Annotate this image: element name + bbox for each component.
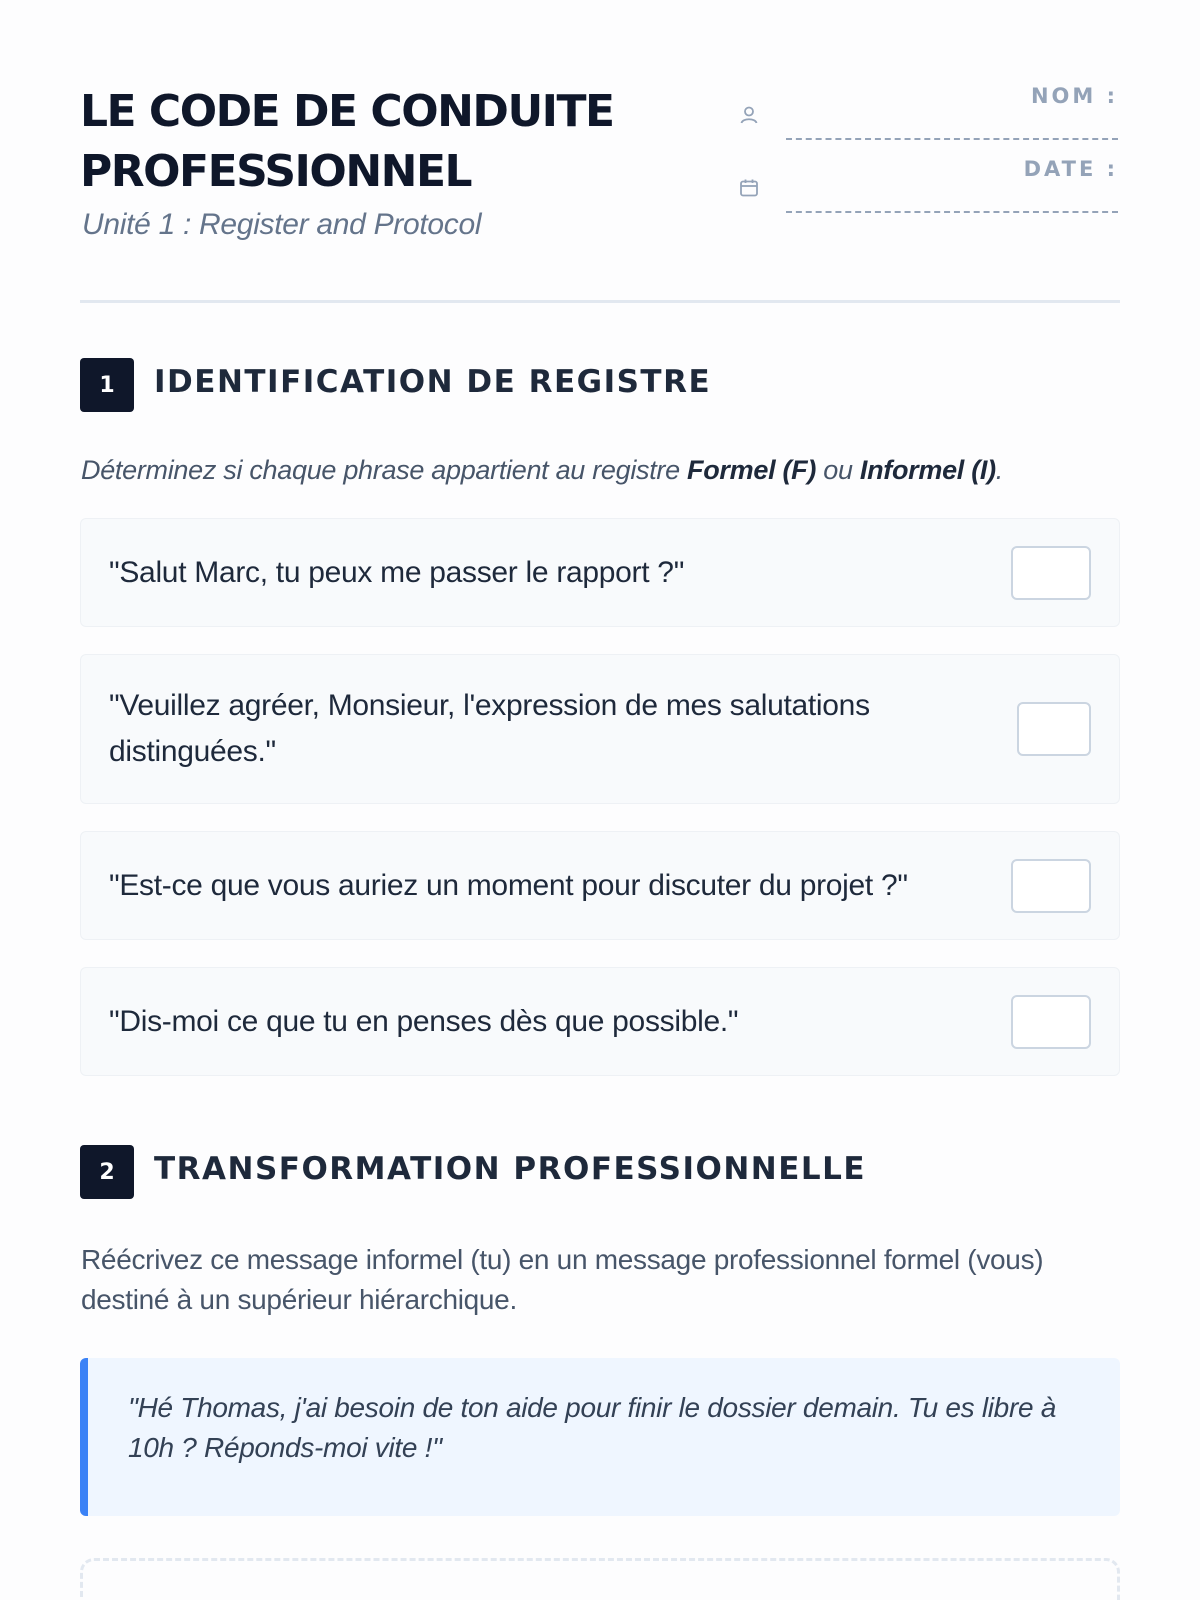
informal-message-quote [80, 1358, 1120, 1516]
register-answer-box[interactable] [1011, 546, 1091, 600]
date-line[interactable] [786, 211, 1118, 213]
register-answer-box[interactable] [1011, 859, 1091, 913]
date-label: DATE : [1023, 157, 1118, 181]
calendar-icon [738, 177, 760, 199]
section-2-title: TRANSFORMATION PROFESSIONNELLE [154, 1151, 867, 1187]
informal-label: Informel (I) [859, 455, 996, 485]
formal-label: Formel (F) [687, 455, 817, 485]
register-answer-box[interactable] [1011, 995, 1091, 1049]
instruction-mid: ou [816, 455, 860, 485]
register-answer-box[interactable] [1017, 702, 1091, 756]
name-field[interactable] [738, 82, 1118, 142]
register-item [80, 518, 1120, 627]
user-icon [738, 104, 760, 126]
instruction-suffix: . [995, 455, 1003, 485]
date-field[interactable] [738, 155, 1118, 215]
register-item [80, 831, 1120, 940]
page-subtitle: Unité 1 : Register and Protocol [82, 208, 482, 241]
name-label: NOM : [1030, 84, 1118, 108]
page-title: LE CODE DE CONDUITE PROFESSIONNEL [80, 86, 614, 197]
worksheet-header [80, 0, 1120, 303]
section-1-badge: 1 [80, 358, 134, 412]
section-2-badge: 2 [80, 1145, 134, 1199]
name-line[interactable] [786, 138, 1118, 140]
register-item-text: "Veuillez agréer, Monsieur, l'expression de mes salutations distinguées." [109, 689, 870, 768]
section-1-title: IDENTIFICATION DE REGISTRE [154, 364, 712, 400]
register-item [80, 654, 1120, 804]
section-2-instruction: Réécrivez ce message informel (tu) en un message professionnel formel (vous) destiné à un supérieur hiérarchique. [81, 1244, 1044, 1315]
register-item-text: "Dis-moi ce que tu en penses dès que possible." [109, 1004, 739, 1038]
register-item-text: "Est-ce que vous auriez un moment pour discuter du projet ?" [109, 868, 908, 902]
register-item-text: "Salut Marc, tu peux me passer le rapport ?" [109, 555, 685, 589]
rewrite-answer-area[interactable] [80, 1558, 1120, 1600]
section-1-instruction [81, 455, 1003, 486]
informal-message-text: "Hé Thomas, j'ai besoin de ton aide pour finir le dossier demain. Tu es libre à 10h ? Réponds-moi vite !" [128, 1392, 1057, 1463]
instruction-prefix: Déterminez si chaque phrase appartient au registre [81, 455, 688, 485]
register-item [80, 967, 1120, 1076]
